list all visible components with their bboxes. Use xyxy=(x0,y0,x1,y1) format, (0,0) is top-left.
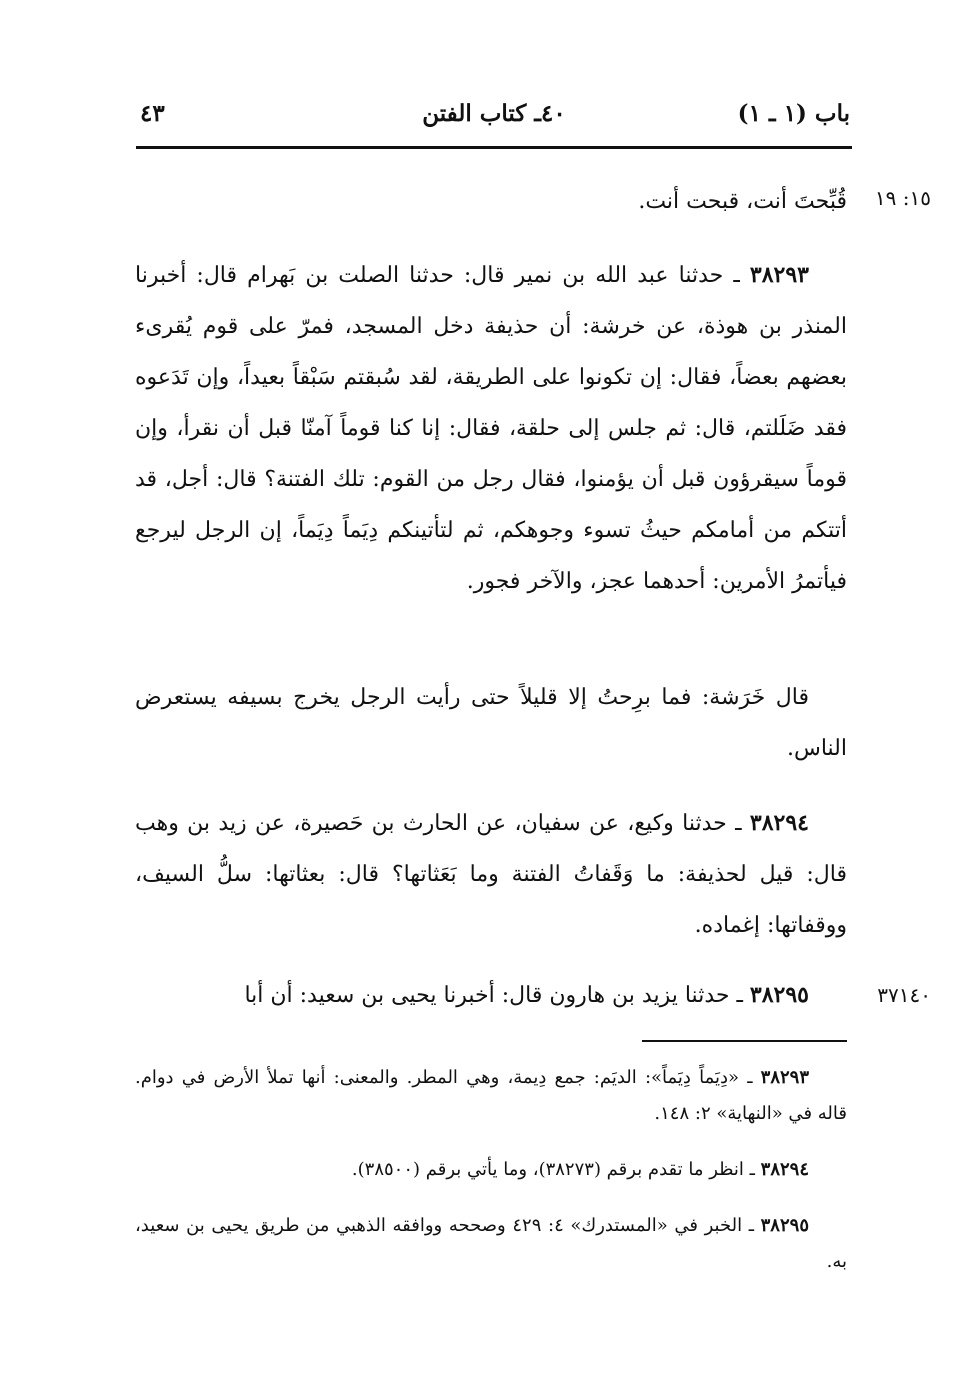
page-number: ٤٣ xyxy=(140,100,165,127)
hadith-number: ٣٨٢٩٥ xyxy=(749,982,809,1008)
footnote-paragraph xyxy=(135,1060,847,1132)
opening-line-block xyxy=(135,176,847,227)
hadith-text: ـ حدثنا وكيع، عن سفيان، عن الحارث بن حَصيرة، عن زيد بن وهب قال: قيل لحذيفة: ما وَقَفاتُ الفتنة وما بَعَثاتها؟ قال: بعثاتها: سلُّ السيف، ووقفاتها: إغماده. xyxy=(135,811,847,938)
book-title: ٤٠ـ كتاب الفتن xyxy=(422,100,566,127)
hadith-text: ـ حدثنا عبد الله بن نمير قال: حدثنا الصلت بن بَهرام قال: أخبرنا المنذر بن هوذة، عن خرشة: أن حذيفة دخل المسجد، فمرّ على قوم يُقرىء بعضهم بعضاً، فقال: إن تكونوا على الطريقة، لقد سُبقتم سَبْقاً بعيداً، وإن تَدَعوه فقد ضَلَلتم، قال: ثم جلس إلى حلقة، فقال: إنا كنا قوماً آمنّا قبل أن نقرأ، وإن قوماً سيقرؤون قبل أن يؤمنوا، فقال رجل من القوم: تلك الفتنة؟ قال: أجل، قد أتتكم من أمامكم حيثُ تسوء وجوهكم، ثم لتأتينكم دِيَماً دِيَماً، إن الرجل ليرجع فيأتمرُ الأمرين: أحدهما عجز، والآخر فجور. xyxy=(135,263,847,594)
hadith-38294 xyxy=(135,798,847,951)
margin-reference-bottom: ٣٧١٤٠ xyxy=(877,983,931,1007)
footnote-number: ٣٨٢٩٥ xyxy=(760,1215,809,1236)
kharasha-text-wrap xyxy=(135,672,847,774)
hadith-38293 xyxy=(135,250,847,607)
hadith-paragraph xyxy=(135,798,847,951)
footnote-38293 xyxy=(135,1060,847,1132)
kharasha-text: قال خَرَشة: فما برِحتُ إلا قليلاً حتى رأيت الرجل يخرج بسيفه يستعرض الناس. xyxy=(135,685,847,761)
hadith-38295 xyxy=(135,970,847,1021)
footnote-38294 xyxy=(135,1152,847,1188)
hadith-number: ٣٨٢٩٣ xyxy=(749,262,809,288)
running-header xyxy=(138,100,850,140)
footnote-number: ٣٨٢٩٤ xyxy=(760,1159,809,1180)
footnote-text: ـ انظر ما تقدم برقم (٣٨٢٧٣)، وما يأتي برقم (٣٨٥٠٠). xyxy=(351,1159,755,1180)
hadith-paragraph xyxy=(135,250,847,607)
footnote-text: ـ الخبر في «المستدرك» ٤: ٤٢٩ وصححه ووافقه الذهبي من طريق يحيى بن سعيد، به. xyxy=(135,1215,847,1272)
footnote-paragraph xyxy=(135,1152,847,1188)
hadith-number: ٣٨٢٩٤ xyxy=(749,810,809,836)
kharasha-paragraph xyxy=(135,672,847,774)
header-rule xyxy=(136,146,852,149)
footnote-paragraph xyxy=(135,1208,847,1280)
opening-line: قُبِّحتَ أنت، قبحت أنت. xyxy=(638,189,847,214)
chapter-label: باب (١ ـ ١) xyxy=(737,100,850,127)
margin-reference-top: ١٥: ١٩ xyxy=(874,186,931,210)
footnote-text: ـ «دِيَماً دِيَماً»: الديَم: جمع دِيمة، وهي المطر. والمعنى: أنها تملأ الأرض في دوام. قاله في «النهاية» ٢: ١٤٨. xyxy=(135,1067,847,1124)
footnote-38295 xyxy=(135,1208,847,1280)
footnote-rule xyxy=(642,1040,847,1042)
hadith-paragraph xyxy=(135,970,847,1021)
footnote-number: ٣٨٢٩٣ xyxy=(760,1067,809,1088)
hadith-text: ـ حدثنا يزيد بن هارون قال: أخبرنا يحيى بن سعيد: أن أبا xyxy=(244,983,743,1008)
